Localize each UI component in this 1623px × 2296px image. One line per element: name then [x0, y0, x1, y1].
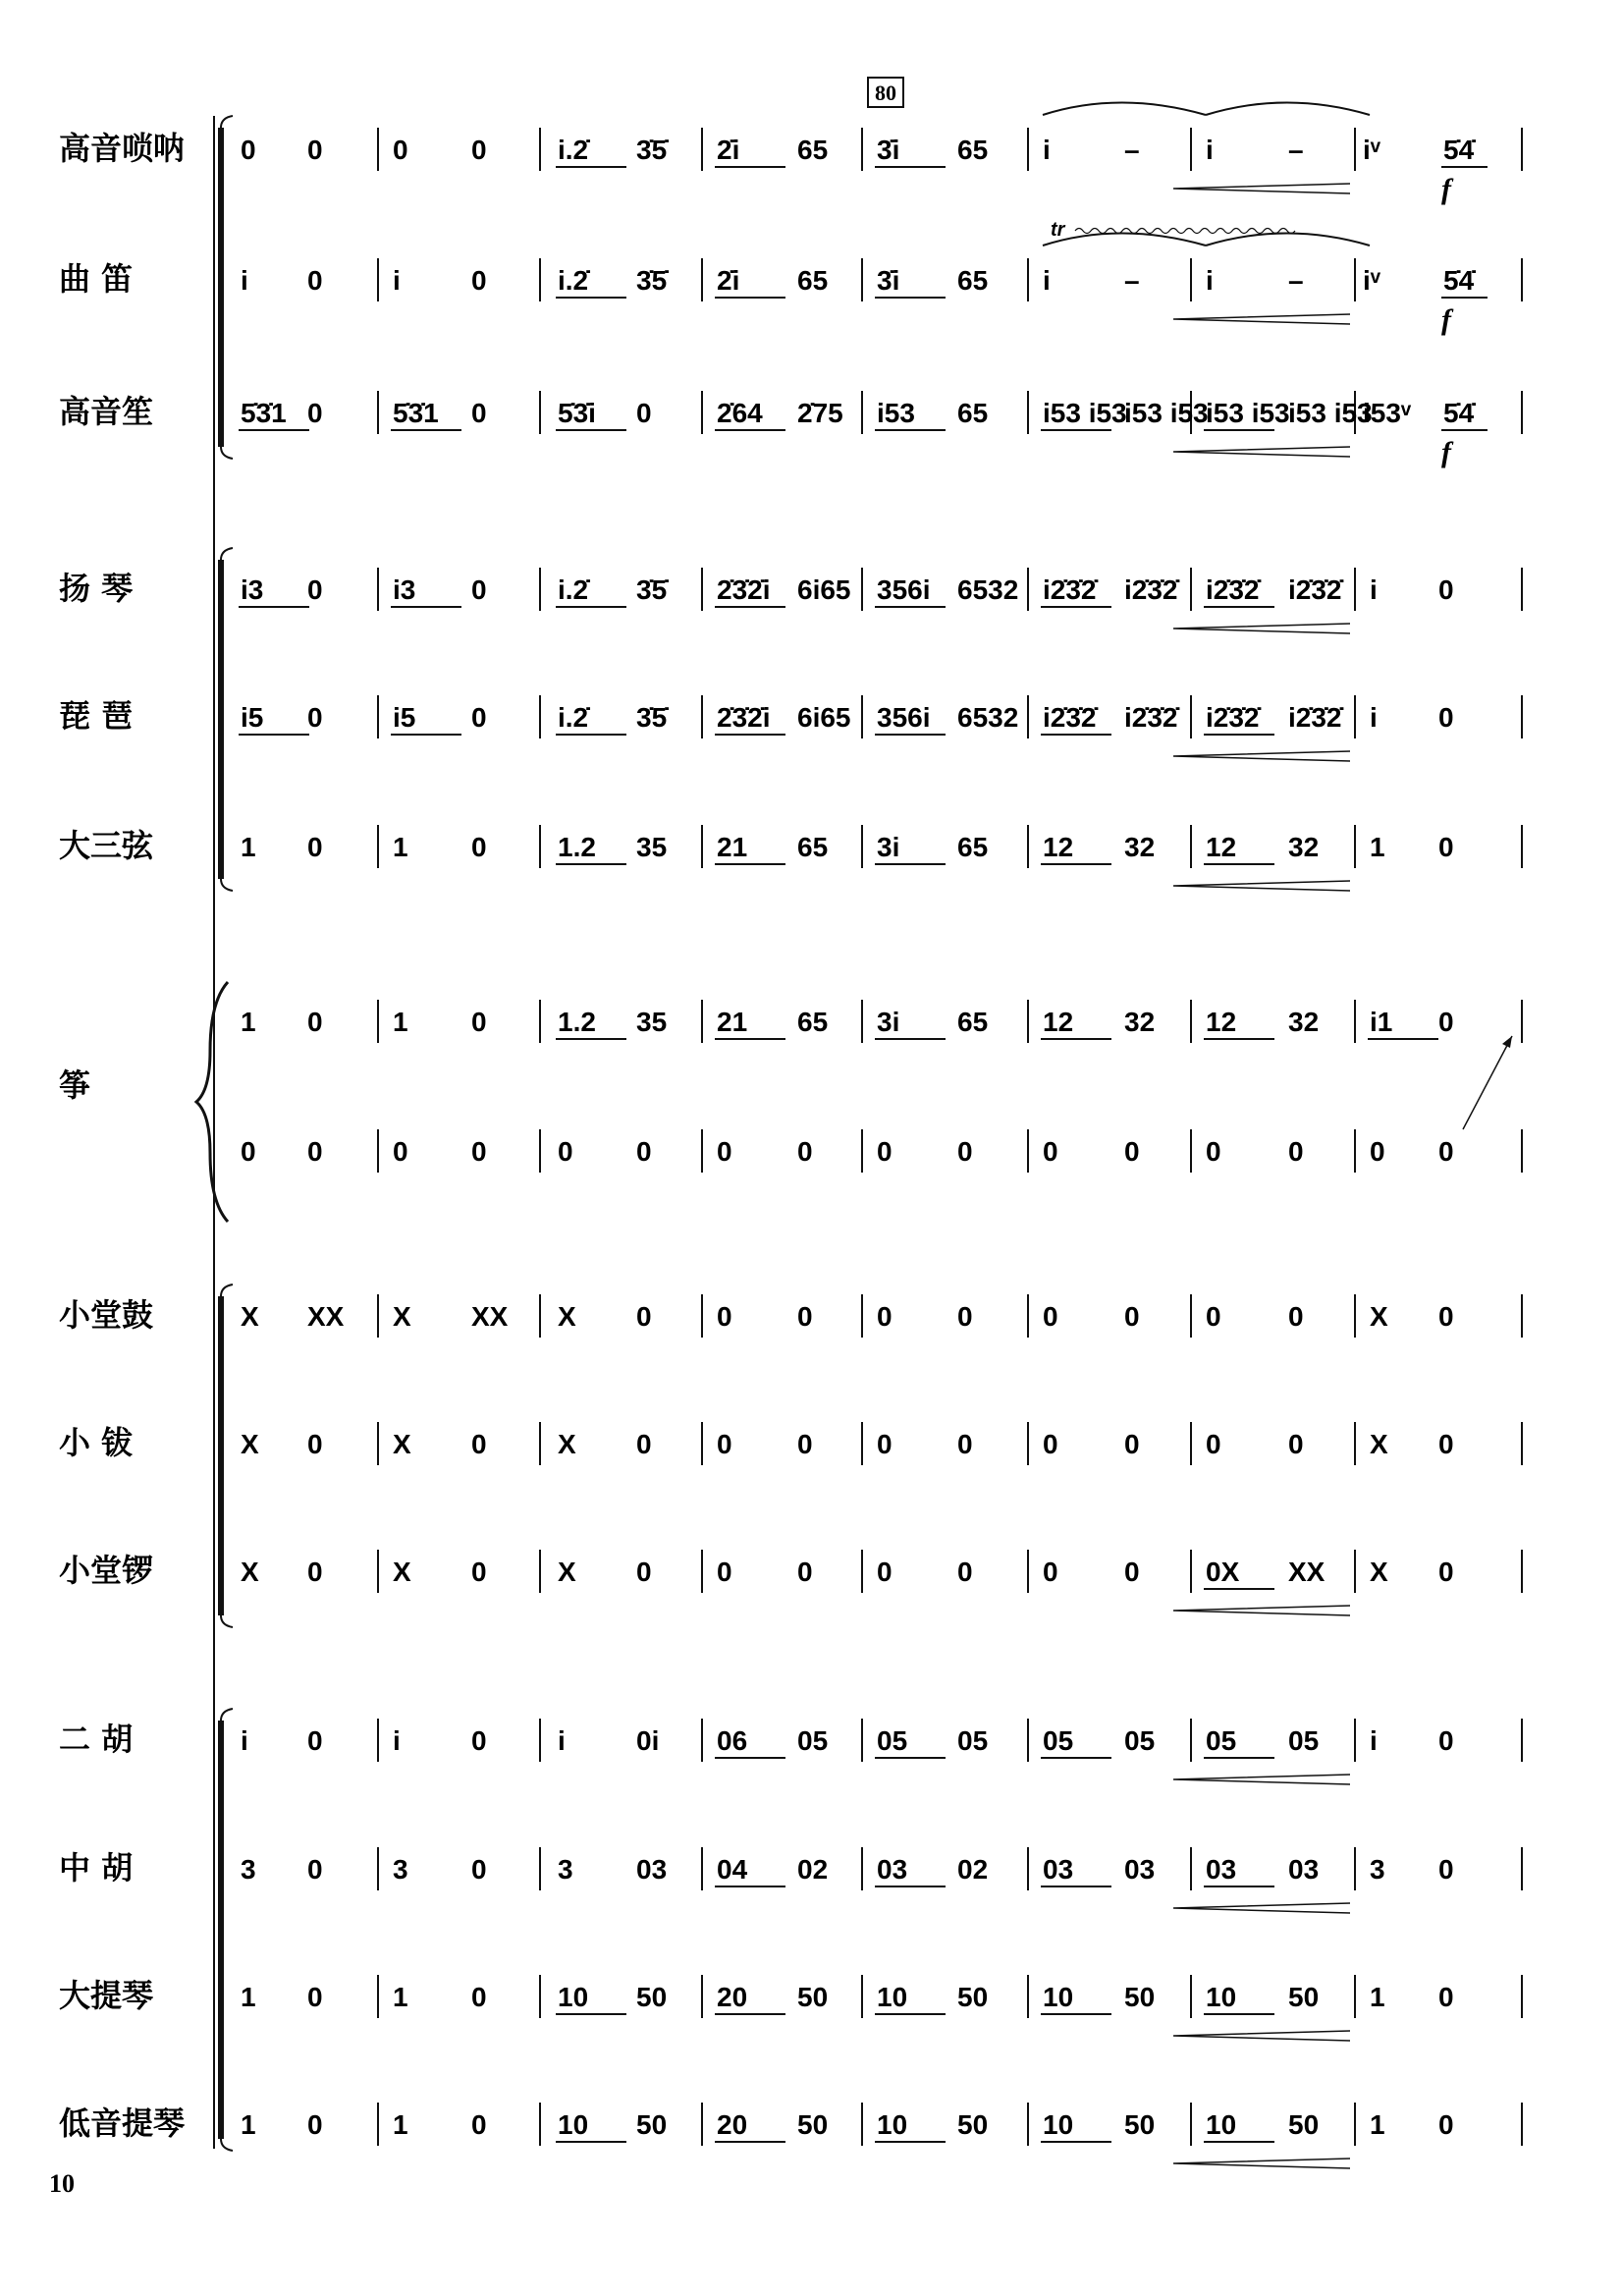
note-erhu: 0 [1438, 1725, 1454, 1756]
note-xiaotangluo: 0 [877, 1557, 893, 1587]
note-pipa: 0 [1438, 702, 1454, 733]
note-zhonghu: 02 [797, 1854, 829, 1885]
note-xiaobo: 0 [717, 1429, 732, 1459]
note-zheng: 65 [957, 1007, 989, 1037]
note-pipa: 0 [471, 702, 487, 733]
note-zheng: 0 [1370, 1136, 1385, 1167]
note-erhu: 05 [797, 1725, 829, 1756]
note-diyin-tiqin: 1 [241, 2109, 256, 2140]
note-diyin-tiqin: 10 [558, 2109, 589, 2140]
note-xiaotangluo: 0 [957, 1557, 973, 1587]
note-xiaotangluo: 0 [797, 1557, 813, 1587]
note-yangqin: 6532 [957, 574, 1019, 605]
note-zheng: 32 [1124, 1007, 1156, 1037]
note-zhonghu: 03 [1043, 1854, 1074, 1885]
instrument-label-erhu: 二 胡 [59, 1721, 134, 1758]
note-gaoyin-sheng: i53 [877, 398, 915, 428]
note-gaoyin-sheng: i53ᵛ [1363, 398, 1412, 428]
note-dasanxian: 1 [241, 832, 256, 862]
note-zheng: 0 [393, 1136, 408, 1167]
note-zhonghu: 03 [636, 1854, 668, 1885]
note-diyin-tiqin: 20 [717, 2109, 748, 2140]
tie [1043, 103, 1206, 116]
note-gaoyin-sheng: 0 [471, 398, 487, 428]
instrument-label-gaoyin-suona: 高音唢呐 [59, 130, 186, 167]
note-zheng: 12 [1043, 1007, 1074, 1037]
crescendo-hairpin [1173, 624, 1350, 633]
note-xiaobo: X [393, 1429, 411, 1459]
note-yangqin: i.2̇ [558, 574, 589, 605]
note-gaoyin-suona: 0 [241, 135, 256, 165]
note-xiaobo: 0 [1288, 1429, 1304, 1459]
note-qudi: 3̇i [877, 265, 900, 296]
tie [1206, 103, 1370, 116]
note-gaoyin-suona: 2̇i [717, 135, 740, 165]
note-datiqin: 1 [1370, 1982, 1385, 2012]
note-xiaotangluo: X [558, 1557, 576, 1587]
instrument-label-dasanxian: 大三弦 [59, 827, 154, 864]
note-xiaotanggu: 0 [717, 1301, 732, 1332]
note-datiqin: 50 [1124, 1982, 1156, 2012]
dynamic-marking: f [1441, 303, 1451, 336]
note-yangqin: i3 [241, 574, 264, 605]
note-gaoyin-sheng: 0 [636, 398, 652, 428]
note-diyin-tiqin: 50 [797, 2109, 829, 2140]
note-xiaotanggu: 0 [1206, 1301, 1221, 1332]
note-yangqin: i2̇3̇2̇ [1206, 574, 1260, 605]
tie [1206, 234, 1370, 246]
note-dasanxian: 32 [1288, 832, 1320, 862]
note-gaoyin-suona: 0 [471, 135, 487, 165]
note-xiaobo: 0 [797, 1429, 813, 1459]
note-yangqin: 2̇3̇2̇i [717, 574, 771, 605]
crescendo-hairpin [1173, 447, 1350, 457]
note-datiqin: 1 [393, 1982, 408, 2012]
crescendo-hairpin [1173, 2031, 1350, 2041]
note-dasanxian: 0 [307, 832, 323, 862]
crescendo-hairpin [1173, 751, 1350, 761]
note-xiaobo: X [1370, 1429, 1388, 1459]
note-dasanxian: 12 [1206, 832, 1237, 862]
note-xiaotanggu: 0 [636, 1301, 652, 1332]
note-gaoyin-suona: i [1043, 135, 1051, 165]
note-erhu: 05 [957, 1725, 989, 1756]
note-xiaotangluo: X [393, 1557, 411, 1587]
note-datiqin: 10 [1043, 1982, 1074, 2012]
note-diyin-tiqin: 1 [1370, 2109, 1385, 2140]
note-gaoyin-sheng: i53 i53 [1206, 398, 1290, 428]
note-erhu: 0 [307, 1725, 323, 1756]
note-diyin-tiqin: 50 [636, 2109, 668, 2140]
note-xiaotanggu: 0 [1043, 1301, 1058, 1332]
note-gaoyin-sheng: 0 [307, 398, 323, 428]
note-yangqin: 3̇5̇ [636, 574, 668, 605]
arrow-head [1502, 1036, 1512, 1048]
note-datiqin: 10 [1206, 1982, 1237, 2012]
note-zheng: 0 [307, 1136, 323, 1167]
note-xiaobo: 0 [471, 1429, 487, 1459]
note-diyin-tiqin: 10 [877, 2109, 908, 2140]
note-diyin-tiqin: 0 [471, 2109, 487, 2140]
system-brackets [196, 116, 233, 2151]
note-zheng: 0 [307, 1007, 323, 1037]
note-pipa: i2̇3̇2̇ [1288, 702, 1342, 733]
note-zheng: 65 [797, 1007, 829, 1037]
note-yangqin: i [1370, 574, 1378, 605]
note-zhonghu: 03 [1288, 1854, 1320, 1885]
note-erhu: 05 [877, 1725, 908, 1756]
note-gaoyin-suona: – [1124, 135, 1140, 165]
crescendo-hairpin [1173, 314, 1350, 324]
note-zheng: 32 [1288, 1007, 1320, 1037]
note-zhonghu: 03 [877, 1854, 908, 1885]
note-xiaobo: 0 [877, 1429, 893, 1459]
instrument-label-xiaotangluo: 小堂锣 [59, 1552, 154, 1589]
note-yangqin: 0 [307, 574, 323, 605]
note-qudi: i [1043, 265, 1051, 296]
note-zhonghu: 0 [1438, 1854, 1454, 1885]
note-qudi: 5̇4̇ [1443, 265, 1475, 296]
note-gaoyin-sheng: 5̇3̇1 [393, 398, 439, 428]
note-zheng: i1 [1370, 1007, 1393, 1037]
note-xiaotanggu: 0 [797, 1301, 813, 1332]
note-dasanxian: 21 [717, 832, 748, 862]
note-zhonghu: 04 [717, 1854, 748, 1885]
note-dasanxian: 12 [1043, 832, 1074, 862]
note-xiaobo: 0 [307, 1429, 323, 1459]
note-xiaotanggu: X [1370, 1301, 1388, 1332]
note-zheng: 0 [1438, 1136, 1454, 1167]
note-zheng: 35 [636, 1007, 668, 1037]
note-gaoyin-suona: i.2̇ [558, 135, 589, 165]
crescendo-hairpin [1173, 1606, 1350, 1615]
note-xiaobo: 0 [1438, 1429, 1454, 1459]
note-datiqin: 0 [307, 1982, 323, 2012]
note-xiaotanggu: 0 [1288, 1301, 1304, 1332]
note-gaoyin-sheng: i53 i53 [1124, 398, 1209, 428]
rehearsal-mark-label: 80 [875, 81, 896, 105]
note-zheng: 1 [393, 1007, 408, 1037]
note-xiaotanggu: 0 [1124, 1301, 1140, 1332]
note-datiqin: 50 [797, 1982, 829, 2012]
note-zhonghu: 03 [1206, 1854, 1237, 1885]
note-zheng: 1.2 [558, 1007, 596, 1037]
note-qudi: 0 [307, 265, 323, 296]
note-yangqin: i2̇3̇2̇ [1124, 574, 1178, 605]
tie [1043, 234, 1206, 246]
note-xiaotangluo: 0 [307, 1557, 323, 1587]
note-xiaobo: 0 [1043, 1429, 1058, 1459]
note-yangqin: 356i [877, 574, 931, 605]
note-erhu: 0i [636, 1725, 660, 1756]
trill-marking: tr [1051, 219, 1065, 241]
note-zheng: 0 [1206, 1136, 1221, 1167]
note-zheng: 12 [1206, 1007, 1237, 1037]
crescendo-hairpin [1173, 881, 1350, 891]
note-qudi: i [393, 265, 401, 296]
instrument-label-yangqin: 扬 琴 [59, 570, 134, 607]
glissando-arrow [1463, 1036, 1512, 1129]
note-zheng: 0 [797, 1136, 813, 1167]
note-dasanxian: 32 [1124, 832, 1156, 862]
note-xiaobo: 0 [957, 1429, 973, 1459]
dynamic-marking: f [1441, 173, 1451, 205]
note-pipa: i2̇3̇2̇ [1124, 702, 1178, 733]
note-qudi: i.2̇ [558, 265, 589, 296]
note-zheng: 0 [1438, 1007, 1454, 1037]
note-xiaotangluo: X [241, 1557, 259, 1587]
note-xiaobo: X [558, 1429, 576, 1459]
note-zhonghu: 3 [1370, 1854, 1385, 1885]
note-xiaotanggu: 0 [877, 1301, 893, 1332]
note-erhu: 0 [471, 1725, 487, 1756]
note-xiaotanggu: X [558, 1301, 576, 1332]
instrument-label-qudi: 曲 笛 [59, 260, 134, 298]
note-yangqin: 0 [1438, 574, 1454, 605]
note-xiaobo: 0 [1206, 1429, 1221, 1459]
note-qudi: 2̇i [717, 265, 740, 296]
note-diyin-tiqin: 0 [307, 2109, 323, 2140]
note-dasanxian: 3i [877, 832, 900, 862]
note-qudi: iᵛ [1363, 265, 1380, 296]
note-zheng: 1 [241, 1007, 256, 1037]
note-qudi: – [1124, 265, 1140, 296]
note-dasanxian: 65 [797, 832, 829, 862]
note-xiaobo: 0 [1124, 1429, 1140, 1459]
note-dasanxian: 1 [393, 832, 408, 862]
note-zhonghu: 0 [307, 1854, 323, 1885]
note-erhu: i [1370, 1725, 1378, 1756]
note-zheng: 0 [636, 1136, 652, 1167]
crescendo-hairpin [1173, 2159, 1350, 2168]
note-gaoyin-sheng: 5̇3̇1 [241, 398, 287, 428]
note-zheng: 0 [957, 1136, 973, 1167]
note-xiaotanggu: XX [471, 1301, 509, 1332]
note-pipa: 6i65 [797, 702, 851, 733]
note-qudi: i [1206, 265, 1214, 296]
zheng-brace [196, 982, 228, 1222]
note-yangqin: i2̇3̇2̇ [1043, 574, 1097, 605]
note-erhu: i [241, 1725, 248, 1756]
note-pipa: i5 [241, 702, 264, 733]
note-diyin-tiqin: 0 [1438, 2109, 1454, 2140]
note-gaoyin-suona: iᵛ [1363, 135, 1380, 165]
note-diyin-tiqin: 10 [1043, 2109, 1074, 2140]
note-erhu: 05 [1288, 1725, 1320, 1756]
note-zheng: 0 [1043, 1136, 1058, 1167]
note-dasanxian: 35 [636, 832, 668, 862]
note-zheng: 0 [471, 1136, 487, 1167]
note-xiaotangluo: 0 [1438, 1557, 1454, 1587]
note-qudi: 65 [797, 265, 829, 296]
note-xiaotangluo: 0 [717, 1557, 732, 1587]
note-dasanxian: 65 [957, 832, 989, 862]
note-yangqin: i3 [393, 574, 416, 605]
note-diyin-tiqin: 1 [393, 2109, 408, 2140]
note-gaoyin-suona: – [1288, 135, 1304, 165]
note-xiaotanggu: XX [307, 1301, 345, 1332]
note-erhu: 06 [717, 1725, 748, 1756]
instrument-label-zheng: 筝 [59, 1066, 91, 1104]
note-yangqin: 0 [471, 574, 487, 605]
note-xiaotanggu: X [393, 1301, 411, 1332]
note-datiqin: 10 [558, 1982, 589, 2012]
note-zheng: 21 [717, 1007, 748, 1037]
note-pipa: 3̇5̇ [636, 702, 668, 733]
note-datiqin: 0 [471, 1982, 487, 2012]
note-xiaotanggu: 0 [1438, 1301, 1454, 1332]
note-diyin-tiqin: 10 [1206, 2109, 1237, 2140]
note-datiqin: 20 [717, 1982, 748, 2012]
note-pipa: 356i [877, 702, 931, 733]
note-pipa: i2̇3̇2̇ [1206, 702, 1260, 733]
note-zheng: 0 [717, 1136, 732, 1167]
note-xiaotangluo: 0 [636, 1557, 652, 1587]
note-pipa: i [1370, 702, 1378, 733]
note-zhonghu: 3 [241, 1854, 256, 1885]
instrument-label-datiqin: 大提琴 [59, 1977, 154, 2014]
instrument-label-zhonghu: 中 胡 [59, 1849, 134, 1886]
note-xiaotangluo: 0 [471, 1557, 487, 1587]
note-xiaotangluo: 0 [1124, 1557, 1140, 1587]
instrument-label-diyin-tiqin: 低音提琴 [59, 2105, 186, 2142]
note-pipa: i5 [393, 702, 416, 733]
note-zheng: 0 [241, 1136, 256, 1167]
note-xiaotangluo: 0 [1043, 1557, 1058, 1587]
instrument-label-xiaotanggu: 小堂鼓 [59, 1296, 154, 1334]
note-datiqin: 10 [877, 1982, 908, 2012]
note-zheng: 3i [877, 1007, 900, 1037]
note-zhonghu: 3 [558, 1854, 573, 1885]
note-gaoyin-sheng: 2̇75 [797, 398, 843, 428]
note-datiqin: 1 [241, 1982, 256, 2012]
note-gaoyin-sheng: 5̇4̇ [1443, 398, 1475, 428]
note-datiqin: 50 [957, 1982, 989, 2012]
instrument-label-gaoyin-sheng: 高音笙 [59, 393, 154, 430]
note-zheng: 0 [1288, 1136, 1304, 1167]
note-yangqin: i2̇3̇2̇ [1288, 574, 1342, 605]
rehearsal-mark [868, 78, 903, 107]
note-zhonghu: 03 [1124, 1854, 1156, 1885]
note-xiaobo: 0 [636, 1429, 652, 1459]
note-datiqin: 50 [1288, 1982, 1320, 2012]
note-gaoyin-suona: 3̇5̇ [636, 135, 668, 165]
note-erhu: i [393, 1725, 401, 1756]
note-yangqin: 6i65 [797, 574, 851, 605]
note-gaoyin-sheng: i53 i53 [1288, 398, 1373, 428]
note-dasanxian: 0 [1438, 832, 1454, 862]
note-diyin-tiqin: 50 [1124, 2109, 1156, 2140]
note-pipa: i2̇3̇2̇ [1043, 702, 1097, 733]
note-zheng: 0 [1124, 1136, 1140, 1167]
note-qudi: i [241, 265, 248, 296]
note-qudi: 0 [471, 265, 487, 296]
note-dasanxian: 1.2 [558, 832, 596, 862]
note-xiaotanggu: X [241, 1301, 259, 1332]
note-pipa: i.2̇ [558, 702, 589, 733]
note-erhu: 05 [1043, 1725, 1074, 1756]
note-zhonghu: 0 [471, 1854, 487, 1885]
note-pipa: 2̇3̇2̇i [717, 702, 771, 733]
note-xiaotangluo: XX [1288, 1557, 1325, 1587]
crescendo-hairpin [1173, 1903, 1350, 1913]
page-number: 10 [49, 2169, 75, 2198]
note-zheng: 0 [471, 1007, 487, 1037]
dynamic-marking: f [1441, 436, 1451, 468]
note-erhu: 05 [1206, 1725, 1237, 1756]
note-gaoyin-sheng: 5̇3̇i [558, 398, 596, 428]
note-gaoyin-sheng: 2̇64 [717, 398, 763, 428]
note-diyin-tiqin: 50 [957, 2109, 989, 2140]
instrument-label-xiaobo: 小 钹 [59, 1424, 134, 1461]
note-qudi: 65 [957, 265, 989, 296]
note-zheng: 0 [877, 1136, 893, 1167]
note-datiqin: 0 [1438, 1982, 1454, 2012]
note-gaoyin-suona: 65 [797, 135, 829, 165]
note-xiaotangluo: 0X [1206, 1557, 1240, 1587]
note-pipa: 0 [307, 702, 323, 733]
note-erhu: 05 [1124, 1725, 1156, 1756]
note-erhu: i [558, 1725, 566, 1756]
note-zheng: 0 [558, 1136, 573, 1167]
note-gaoyin-suona: i [1206, 135, 1214, 165]
note-xiaotanggu: 0 [957, 1301, 973, 1332]
note-zhonghu: 02 [957, 1854, 989, 1885]
note-zhonghu: 3 [393, 1854, 408, 1885]
note-xiaobo: X [241, 1429, 259, 1459]
note-dasanxian: 1 [1370, 832, 1385, 862]
crescendo-hairpin [1173, 184, 1350, 193]
note-qudi: – [1288, 265, 1304, 296]
note-dasanxian: 0 [471, 832, 487, 862]
note-qudi: 3̇5̇ [636, 265, 668, 296]
note-gaoyin-suona: 0 [307, 135, 323, 165]
note-diyin-tiqin: 50 [1288, 2109, 1320, 2140]
instrument-label-pipa: 琵 琶 [59, 697, 134, 735]
note-pipa: 6532 [957, 702, 1019, 733]
note-gaoyin-sheng: 65 [957, 398, 989, 428]
note-gaoyin-suona: 65 [957, 135, 989, 165]
note-gaoyin-suona: 5̇4̇ [1443, 135, 1475, 165]
note-gaoyin-sheng: i53 i53 [1043, 398, 1127, 428]
note-gaoyin-suona: 3̇i [877, 135, 900, 165]
note-xiaotangluo: X [1370, 1557, 1388, 1587]
note-datiqin: 50 [636, 1982, 668, 2012]
note-gaoyin-suona: 0 [393, 135, 408, 165]
trill-line [1075, 229, 1295, 234]
crescendo-hairpin [1173, 1775, 1350, 1784]
